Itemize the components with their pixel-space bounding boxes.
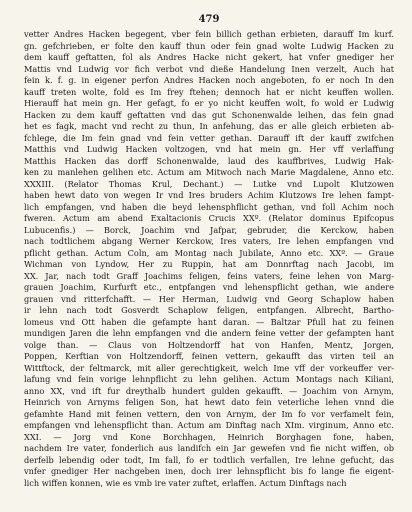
text-line: fchlege, die Im fein gnad vnd fein vetter gethan. Darauff ift der kauff zwifchen	[24, 132, 394, 143]
body-text	[24, 29, 394, 489]
text-line: ken zu manlehen gelihen etc. Actum am Mitwoch nach Marie Magdalene, Anno etc.	[24, 167, 394, 177]
text-line: XX. Jar, nach todt Graff Joachims feligen, feins vaters, feine lehen von Marg-	[24, 270, 394, 281]
text-line: vetter Andres Hacken begegent, vber fein billich gethan erbieten, darauff Im kurf.	[24, 29, 394, 39]
text-line: fein k. f. g. in eigener perfon Andres Hacken noch angeboten, fo er noch In den	[24, 75, 394, 85]
text-line: Wittftock, der feltmarck, mit aller gerechtigkeit, welch Ime vff der vorkeuffer ver-	[24, 362, 394, 373]
text-line: Heinrich von Arnyms feligen Son, hat hewt dato fein veterliche lehen vnnd die	[24, 397, 394, 407]
text-line: derfelb lebendig oder todt, Im fall, fo er todtlich verfallen, Ire lehne gefucht, das	[24, 454, 394, 465]
page-number: 479	[198, 14, 220, 25]
text-line: Mattis vnd Ludwig vor fich verbot vnd dieße Handelung Inen verzelt, Auch hat	[24, 63, 394, 74]
text-line: fweren. Actum am abend Exaltacionis Crucis XXº. (Relator dominus Epifcopus	[24, 213, 394, 223]
text-line: grauen vnd ritterfchafft. — Her Herman, Ludwig vnd Georg Schaplow haben	[24, 293, 394, 304]
text-line: lich wiffen konnen, wie es vmb ire vater zuftet, erlaffen. Actum Dinftags nach	[24, 477, 347, 488]
text-line: haben hewt dato von wegen Ir vnd Ires bruders Achim Klutzows Ire lehen fampt-	[24, 190, 394, 200]
text-line: pflicht gethan. Actum Coln, am Montag nach Jubilate, Anno etc. XXº. — Graue	[24, 247, 394, 258]
text-line: Wichman von Lyndow, Her zu Ruppin, hat am Donnrftag nach Jacobi, im	[24, 259, 394, 269]
text-line: Hierauff hat mein gn. Her gefagt, fo er yo nicht keuffen wolt, fo wold er Ludwig	[24, 98, 394, 108]
text-line: XXXIII. (Relator Thomas Krul, Dechant.) — Lutke vnd Lupolt Klutzowen	[24, 178, 394, 189]
text-line: Lubucenfis.) — Borck, Joachim vnd Jafpar, gebruder, die Kerckow, haben	[24, 224, 394, 235]
text-line: gefamhte Hand mit feinen vettern, den von Arnym, der Im fo vor verfamelt fein,	[24, 408, 394, 419]
text-line: ir lehn nach todt Gosverdt Schaplow feligen, entpfangen. Albrecht, Bartho-	[24, 305, 394, 315]
text-line: lich empfangen, vnd haben die beyd lehensphflicht gethan, vnd foll Achim noch	[24, 201, 394, 212]
text-line: anno XX, vnd ift fur dreythalb hundert gulden gekaufft. — Joachim von Arnym,	[24, 385, 394, 396]
text-line: XXI. — Jorg vnd Kone Borchhagen, Heinrich Borghagen fone, haben,	[24, 431, 394, 442]
text-line: dem kauff geftatten, fol als Andres Hacke nicht gekert, hat vnfer gnediger her	[24, 52, 394, 62]
text-line: Matthis Hacken das dorff Schonenwalde, laud des kauffbrives, Ludwig Hak-	[24, 155, 394, 166]
text-line: Hacken zu dem kauff geftatten vnd das gut Schonenwalde leihen, das fein gnad	[24, 109, 394, 120]
text-line: mundigen Jaren die lehn empfangen vnd die andern feine vetter der gefampten hant	[24, 328, 394, 338]
text-line: nach todtlichem abgang Werner Kerckow, Ires vaters, Ire lehen empfangen vnd	[24, 236, 394, 246]
text-line: lomeus vnd Ott haben die gefampte hant daran. — Baltzar Pfull hat zu feinen	[24, 316, 394, 327]
text-line: empfangen vnd lehenspflicht than. Actum am Dinftag nach XIm. virginum, Anno etc.	[24, 420, 394, 430]
text-line: gn. gefchrieben, er folte den kauff thun oder fein gnad wolte Ludwig Hacken zu	[24, 40, 394, 51]
text-line: kauff treten wolte, fold es Im frey ftehen; dennoch hat er nicht keuffen wollen.	[24, 86, 394, 97]
text-line: Matthis vnd Ludwig Hacken voltzogen, vnd hat mein gn. Her vff verlaffung	[24, 144, 394, 154]
text-line: Poppen, Kerftian von Holtzendorff, feinen vettern, gekaufft das virten teil an	[24, 351, 394, 361]
text-line: lafung vnd fein vorige lehnpflicht zu lehn gelihen. Actum Montags nach Kiliani,	[24, 374, 394, 384]
text-line: vnfer gnediger Her nachgeben inen, doch irer lehnspflicht bis fo lange fie eigent-	[24, 466, 394, 476]
text-line: het es fagk, macht vnd recht zu thun, In anfehung, das er alle gleich erbieten ab-	[24, 121, 394, 131]
text-line: nachdem Ire vater, fonderlich aus landifch ein Jar gewefen vnd fie nicht wiffen, ob	[24, 443, 394, 453]
text-line: volge than. — Claus von Holtzendorff hat von Hanfen, Mentz, Jorgen,	[24, 339, 394, 350]
text-line: grauen Joachim, Kurfurft etc., entpfangen vnd lehenspflicht gethan, wie andere	[24, 282, 394, 292]
